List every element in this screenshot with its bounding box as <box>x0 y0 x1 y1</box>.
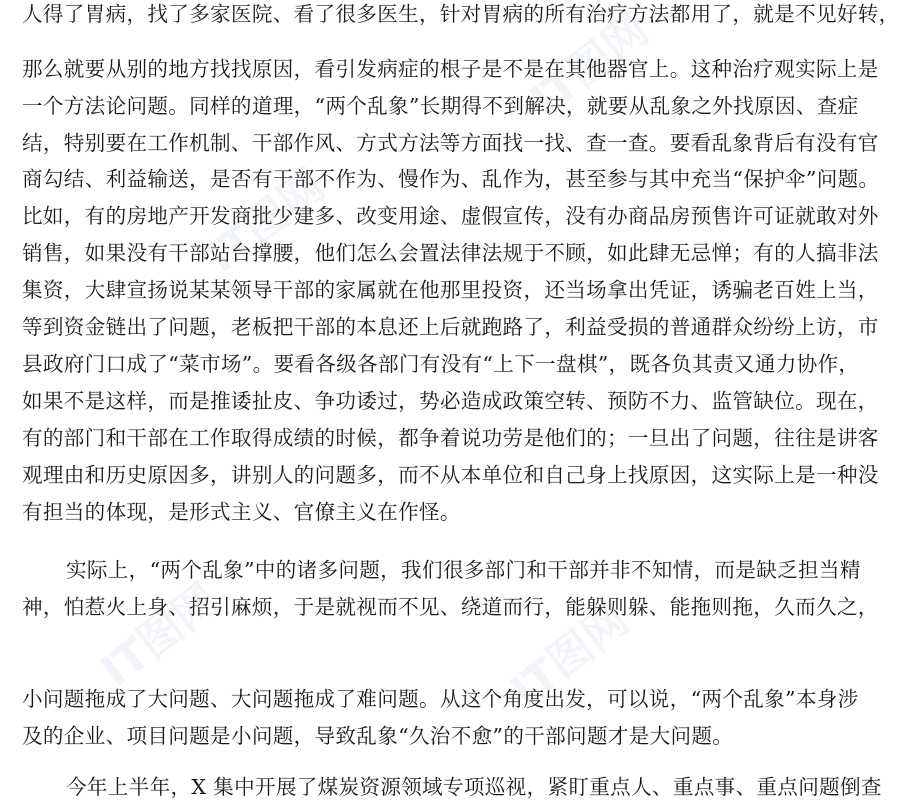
text-line: 观理由和历史原因多，讲别人的问题多，而不从本单位和自己身上找原因，这实际上是一种没 <box>22 463 879 487</box>
text-line: 小问题拖成了大问题、大问题拖成了难问题。从这个角度出发，可以说，“两个乱象”本身涉 <box>22 687 859 711</box>
watermark: IT图网 <box>521 4 659 128</box>
text-line: 有担当的体现，是形式主义、官僚主义在作怪。 <box>22 500 461 524</box>
watermark: IT图网 <box>501 594 639 718</box>
watermark: IT图网 <box>197 160 335 284</box>
text-line: 有的部门和干部在工作取得成绩的时候，都争着说功劳是他们的；一旦出了问题，往往是讲客 <box>22 426 879 450</box>
text-line: 及的企业、项目问题是小问题，导致乱象“久治不愈”的干部问题才是大问题。 <box>22 724 734 748</box>
text-line: 那么就要从别的地方找找原因，看引发病症的根子是不是在其他器官上。这种治疗观实际上是 <box>22 57 879 81</box>
text-line: 销售，如果没有干部站台撑腰，他们怎么会置法律法规于不顾，如此肆无忌惮；有的人搞非法 <box>22 241 879 265</box>
text-line: 比如，有的房地产开发商批少建多、改变用途、虚假宣传，没有办商品房预售许可证就敢对外 <box>22 204 879 228</box>
text-line: 等到资金链出了问题，老板把干部的本息还上后就跑路了，利益受损的普通群众纷纷上访，市 <box>22 315 879 339</box>
text-line: 结，特别要在工作机制、干部作风、方式方法等方面找一找、查一查。要看乱象背后有没有官 <box>22 131 879 155</box>
text-line: 人得了胃病，找了多家医院、看了很多医生，针对胃病的所有治疗方法都用了，就是不见好转， <box>22 2 900 26</box>
text-line: 商勾结、利益输送，是否有干部不作为、慢作为、乱作为，甚至参与其中充当“保护伞”问题。 <box>22 167 880 191</box>
text-line: 今年上半年，X 集中开展了煤炭资源领域专项巡视，紧盯重点人、重点事、重点问题倒查 <box>66 775 882 799</box>
text-line: 一个方法论问题。同样的道理，“两个乱象”长期得不到解决，就要从乱象之外找原因、查症 <box>22 94 859 118</box>
text-line: 集资，大肆宣扬说某某领导干部的家属就在他那里投资，还当场拿出凭证，诱骗老百姓上当， <box>22 278 879 302</box>
text-line: 实际上，“两个乱象”中的诸多问题，我们很多部门和干部并非不知情，而是缺乏担当精 <box>66 558 861 582</box>
text-line: 神，怕惹火上身、招引麻烦，于是就视而不见、绕道而行，能躲则躲、能拖则拖，久而久之， <box>22 595 879 619</box>
watermark: IT图网 <box>91 574 229 698</box>
text-line: 县政府门口成了“菜市场”。要看各级各部门有没有“上下一盘棋”，既各负其责又通力协作， <box>22 352 860 376</box>
text-line: 如果不是这样，而是推诿扯皮、争功诿过，势必造成政策空转、预防不力、监管缺位。现在， <box>22 389 879 413</box>
